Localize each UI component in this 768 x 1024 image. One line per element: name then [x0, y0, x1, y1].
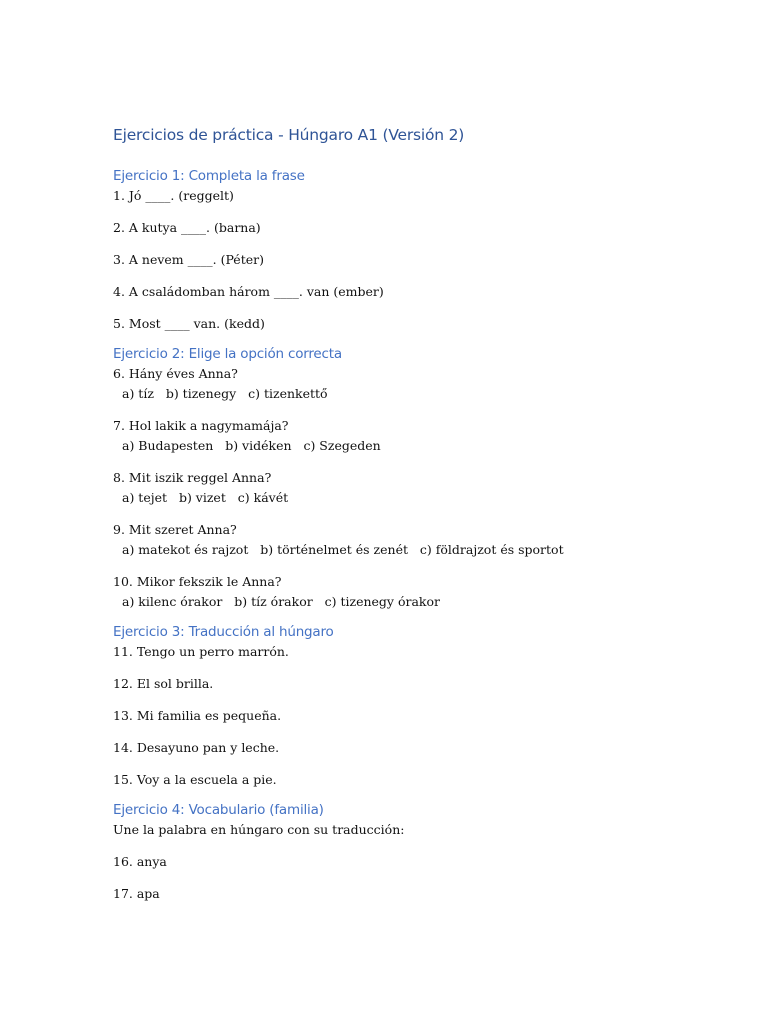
exercise-item: 3. A nevem ____. (Péter) — [113, 252, 264, 267]
exercise-item — [113, 364, 713, 404]
exercise-3-heading: Ejercicio 3: Traducción al húngaro — [113, 624, 334, 640]
exercise-item: 5. Most ____ van. (kedd) — [113, 316, 265, 331]
exercise-4-section — [113, 800, 713, 904]
exercise-item: 17. apa — [113, 886, 160, 901]
exercise-item: 14. Desayuno pan y leche. — [113, 740, 280, 755]
answer-options: a) matekot és rajzot b) történelmet és zenét c) földrajzot és sportot — [122, 542, 564, 557]
question-text: 7. Hol lakik a nagymamája? — [113, 418, 289, 433]
answer-options: a) tíz b) tizenegy c) tizenkettő — [122, 386, 328, 401]
exercise-item — [113, 520, 713, 560]
exercise-item — [113, 416, 713, 456]
question-text: 9. Mit szeret Anna? — [113, 522, 237, 537]
exercise-item: 12. El sol brilla. — [113, 676, 214, 691]
exercise-item: 15. Voy a la escuela a pie. — [113, 772, 277, 787]
exercise-1-section — [113, 166, 713, 334]
exercise-item: 13. Mi familia es pequeña. — [113, 708, 282, 723]
answer-options: a) tejet b) vizet c) kávét — [122, 490, 289, 505]
exercise-item — [113, 468, 713, 508]
exercise-2-heading: Ejercicio 2: Elige la opción correcta — [113, 346, 342, 362]
exercise-item: 16. anya — [113, 854, 167, 869]
exercise-3-section — [113, 622, 713, 790]
exercise-2-section — [113, 344, 713, 612]
exercise-4-heading: Ejercicio 4: Vocabulario (familia) — [113, 802, 324, 818]
document-title: Ejercicios de práctica - Húngaro A1 (Versión 2) — [113, 126, 465, 144]
exercise-item: 2. A kutya ____. (barna) — [113, 220, 261, 235]
document-page — [113, 124, 713, 916]
exercise-instructions: Une la palabra en húngaro con su traducción: — [113, 822, 405, 837]
question-text: 6. Hány éves Anna? — [113, 366, 238, 381]
question-text: 8. Mit iszik reggel Anna? — [113, 470, 272, 485]
question-text: 10. Mikor fekszik le Anna? — [113, 574, 282, 589]
exercise-item — [113, 572, 713, 612]
answer-options: a) Budapesten b) vidéken c) Szegeden — [122, 438, 381, 453]
exercise-item: 11. Tengo un perro marrón. — [113, 644, 289, 659]
exercise-item: 4. A családomban három ____. van (ember) — [113, 284, 384, 299]
exercise-1-heading: Ejercicio 1: Completa la frase — [113, 168, 305, 184]
exercise-item: 1. Jó ____. (reggelt) — [113, 188, 234, 203]
answer-options: a) kilenc órakor b) tíz órakor c) tizenegy órakor — [122, 594, 440, 609]
